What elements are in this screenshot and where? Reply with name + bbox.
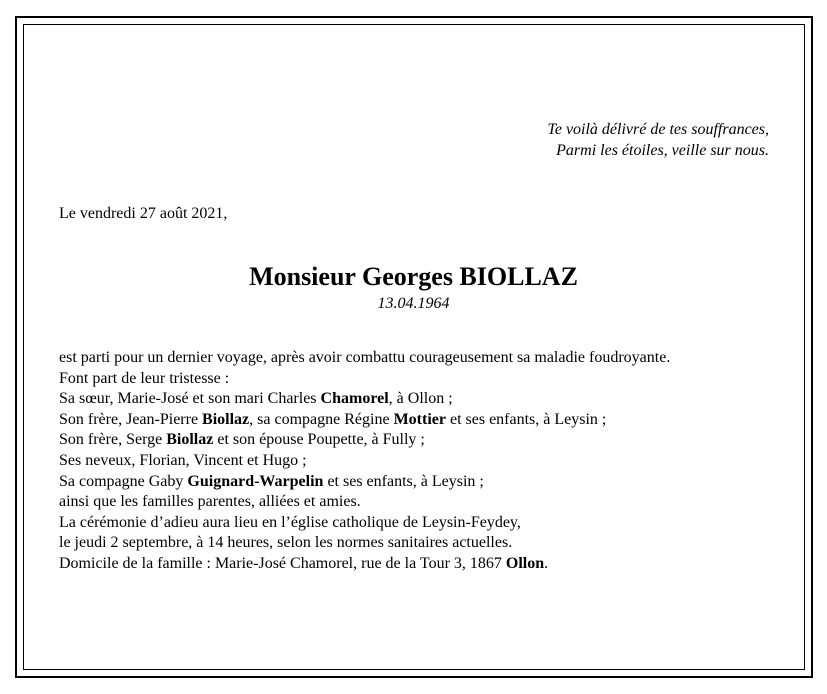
poem-line-1: Te voilà délivré de tes souffrances, bbox=[547, 121, 769, 138]
deceased-name: Monsieur Georges BIOLLAZ bbox=[249, 262, 578, 291]
body-line bbox=[59, 369, 670, 390]
body-line bbox=[59, 533, 670, 554]
family-name: Biollaz bbox=[166, 431, 214, 449]
body-text: Sa sœur, Marie-José et son mari Charles bbox=[59, 390, 321, 408]
body-line bbox=[59, 410, 670, 431]
family-name: Biollaz bbox=[202, 410, 250, 428]
body-text: , sa compagne Régine bbox=[249, 410, 394, 428]
body-text: et son épouse Poupette, à Fully ; bbox=[213, 431, 425, 449]
poem-line-2: Parmi les étoiles, veille sur nous. bbox=[556, 142, 769, 159]
body-text: . bbox=[544, 554, 549, 572]
family-name: Chamorel bbox=[320, 390, 389, 408]
body-text: Font part de leur tristesse : bbox=[59, 369, 230, 387]
body-text: le jeudi 2 septembre, à 14 heures, selon les normes sanitaires actuelles. bbox=[59, 534, 513, 552]
body-line bbox=[59, 513, 670, 534]
date-line: Le vendredi 27 août 2021, bbox=[59, 205, 228, 222]
body-text: Domicile de la famille : Marie-José Chamorel, rue de la Tour 3, 1867 bbox=[59, 554, 506, 572]
place-name: Ollon bbox=[505, 554, 545, 572]
family-name: Guignard-Warpelin bbox=[187, 472, 324, 490]
body-text: , à Ollon ; bbox=[388, 390, 453, 408]
body-line bbox=[59, 430, 670, 451]
body-text: Ses neveux, Florian, Vincent et Hugo ; bbox=[59, 451, 307, 469]
body-line bbox=[59, 348, 670, 369]
body-text: et ses enfants, à Leysin ; bbox=[445, 410, 607, 428]
body-text: est parti pour un dernier voyage, après avoir combattu courageusement sa maladie foudroyante. bbox=[59, 349, 671, 366]
body-line bbox=[59, 554, 670, 575]
body-text: Son frère, Jean-Pierre bbox=[59, 410, 203, 428]
body-text: Sa compagne Gaby bbox=[59, 472, 188, 490]
body-line bbox=[59, 451, 670, 472]
body-text: La cérémonie d’adieu aura lieu en l’église catholique de Leysin-Feydey, bbox=[59, 513, 521, 531]
body-text: Son frère, Serge bbox=[59, 431, 167, 449]
body-line bbox=[59, 389, 670, 410]
body-text: et ses enfants, à Leysin ; bbox=[323, 472, 484, 490]
epigraph-poem bbox=[547, 119, 769, 161]
family-name: Mottier bbox=[393, 410, 446, 428]
body-line bbox=[59, 492, 670, 513]
deceased-birthdate: 13.04.1964 bbox=[377, 295, 450, 312]
body-line bbox=[59, 472, 670, 493]
announcement-body bbox=[59, 348, 670, 575]
body-text: ainsi que les familles parentes, alliées et amies. bbox=[59, 493, 361, 511]
